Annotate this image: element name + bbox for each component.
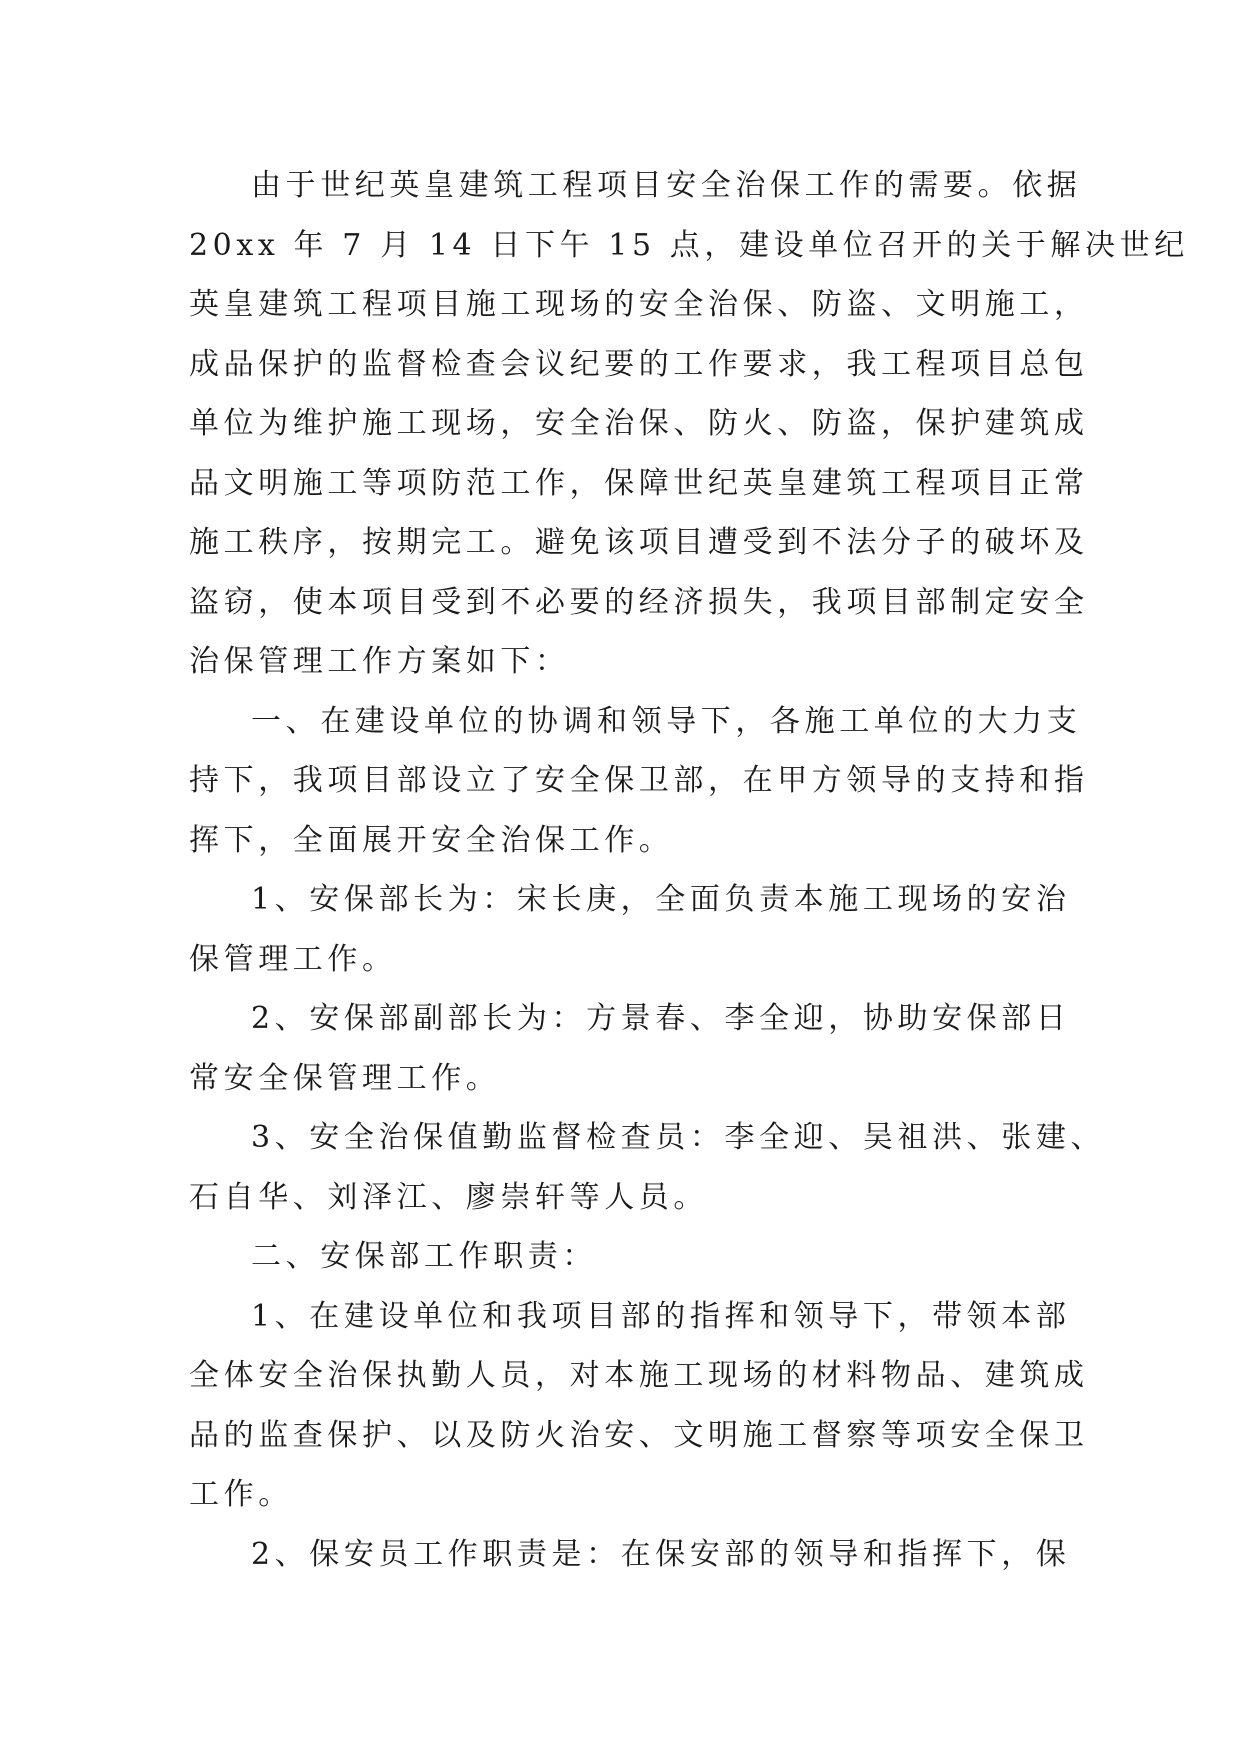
text-line: 工作。 xyxy=(189,1477,293,1512)
text-line: 由于世纪英皇建筑工程项目安全治保工作的需要。依据 xyxy=(251,168,1082,203)
text-line: 治保管理工作方案如下： xyxy=(189,644,570,679)
text-line: 3、安全治保值勤监督检查员：李全迎、吴祖洪、张建、 xyxy=(251,1120,1106,1155)
text-line: 盗窃，使本项目受到不必要的经济损失，我项目部制定安全 xyxy=(189,584,1089,620)
text-line: 挥下，全面展开安全治保工作。 xyxy=(189,822,674,858)
text-line: 全体安全治保执勤人员，对本施工现场的材料物品、建筑成 xyxy=(189,1358,1089,1393)
text-line: 1、安保部长为：宋长庚，全面负责本施工现场的安治 xyxy=(251,882,1071,917)
text-line: 英皇建筑工程项目施工现场的安全治保、防盗、文明施工， xyxy=(189,287,1089,322)
text-line: 品文明施工等项防范工作，保障世纪英皇建筑工程项目正常 xyxy=(189,465,1089,501)
text-line: 2、保安员工作职责是：在保安部的领导和指挥下，保 xyxy=(251,1536,1071,1572)
text-line: 石自华、刘泽江、廖崇轩等人员。 xyxy=(189,1179,708,1215)
text-line: 一、在建设单位的协调和领导下，各施工单位的大力支 xyxy=(251,703,1082,739)
text-line: 单位为维护施工现场，安全治保、防火、防盗，保护建筑成 xyxy=(189,406,1089,441)
text-line: 持下，我项目部设立了安全保卫部，在甲方领导的支持和指 xyxy=(189,763,1089,798)
text-line: 20xx 年 7 月 14 日下午 15 点，建设单位召开的关于解决世纪 xyxy=(189,227,1189,263)
text-line: 二、安保部工作职责： xyxy=(251,1239,597,1274)
text-line: 1、在建设单位和我项目部的指挥和领导下，带领本部 xyxy=(251,1298,1071,1334)
text-line: 保管理工作。 xyxy=(189,941,397,977)
text-line: 施工秩序，按期完工。避免该项目遭受到不法分子的破坏及 xyxy=(189,525,1089,560)
text-line: 成品保护的监督检查会议纪要的工作要求，我工程项目总包 xyxy=(189,346,1089,382)
text-line: 常安全保管理工作。 xyxy=(189,1060,501,1096)
text-line: 品的监查保护、以及防火治安、文明施工督察等项安全保卫 xyxy=(189,1417,1089,1453)
document-body xyxy=(189,156,1189,1584)
text-line: 2、安保部副部长为：方景春、李全迎，协助安保部日 xyxy=(251,1001,1071,1036)
